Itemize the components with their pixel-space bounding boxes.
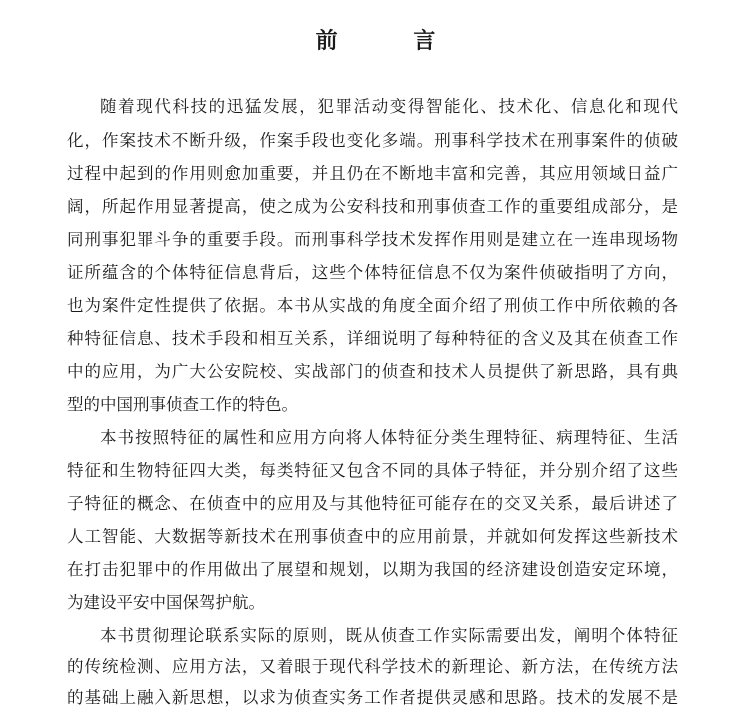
paragraph-1-line-6: 证所蕴含的个体特征信息背后，这些个体特征信息不仅为案件侦破指明了方向， — [67, 263, 678, 282]
paragraph-1-line-7: 也为案件定性提供了依据。本书从实战的角度全面介绍了刑侦工作中所依赖的各 — [67, 296, 678, 315]
paragraph-2-line-2: 特征和生物特征四大类，每类特征又包含不同的具体子特征，并分别介绍了这些 — [67, 461, 678, 480]
paragraph-2-line-5: 在打击犯罪中的作用做出了展望和规划，以期为我国的经济建设创造安定环境， — [67, 560, 678, 579]
paragraph-3-line-1: 本书贯彻理论联系实际的原则，既从侦查工作实际需要出发，阐明个体特征 — [100, 626, 678, 645]
paragraph-1-line-2: 化，作案技术不断升级，作案手段也变化多端。刑事科学技术在刑事案件的侦破 — [67, 131, 678, 150]
paragraph-2-line-4: 人工智能、大数据等新技术在刑事侦查中的应用前景，并就如何发挥这些新技术 — [67, 527, 678, 546]
paragraph-1-line-4: 阔，所起作用显著提高，使之成为公安科技和刑事侦查工作的重要组成部分，是 — [67, 197, 678, 216]
paragraph-3-line-2: 的传统检测、应用方法，又着眼于现代科学技术的新理论、新方法，在传统方法 — [67, 657, 678, 676]
paragraph-1-line-5: 同刑事犯罪斗争的重要手段。而刑事科学技术发挥作用则是建立在一连串现场物 — [67, 230, 678, 249]
paragraph-1-line-10: 型的中国刑事侦查工作的特色。 — [67, 395, 298, 414]
paragraph-2-line-3: 子特征的概念、在侦查中的应用及与其他特征可能存在的交叉关系，最后讲述了 — [67, 494, 678, 513]
paragraph-3-line-3: 的基础上融入新思想，以求为侦查实务工作者提供灵感和思路。技术的发展不是 — [67, 688, 678, 707]
paragraph-1-line-3: 过程中起到的作用则愈加重要，并且仍在不断地丰富和完善，其应用领域日益广 — [67, 164, 678, 183]
paragraph-1-line-8: 种特征信息、技术手段和相互关系，详细说明了每种特征的含义及其在侦查工作 — [67, 329, 678, 348]
paragraph-1-line-1: 随着现代科技的迅猛发展，犯罪活动变得智能化、技术化、信息化和现代 — [100, 97, 678, 116]
page-title: 前 言 — [315, 29, 470, 54]
paragraph-1-line-9: 中的应用，为广大公安院校、实战部门的侦查和技术人员提供了新思路，具有典 — [67, 362, 678, 381]
paragraph-2-line-1: 本书按照特征的属性和应用方向将人体特征分类生理特征、病理特征、生活 — [100, 428, 678, 447]
paragraph-2-line-6: 为建设平安中国保驾护航。 — [67, 593, 265, 612]
